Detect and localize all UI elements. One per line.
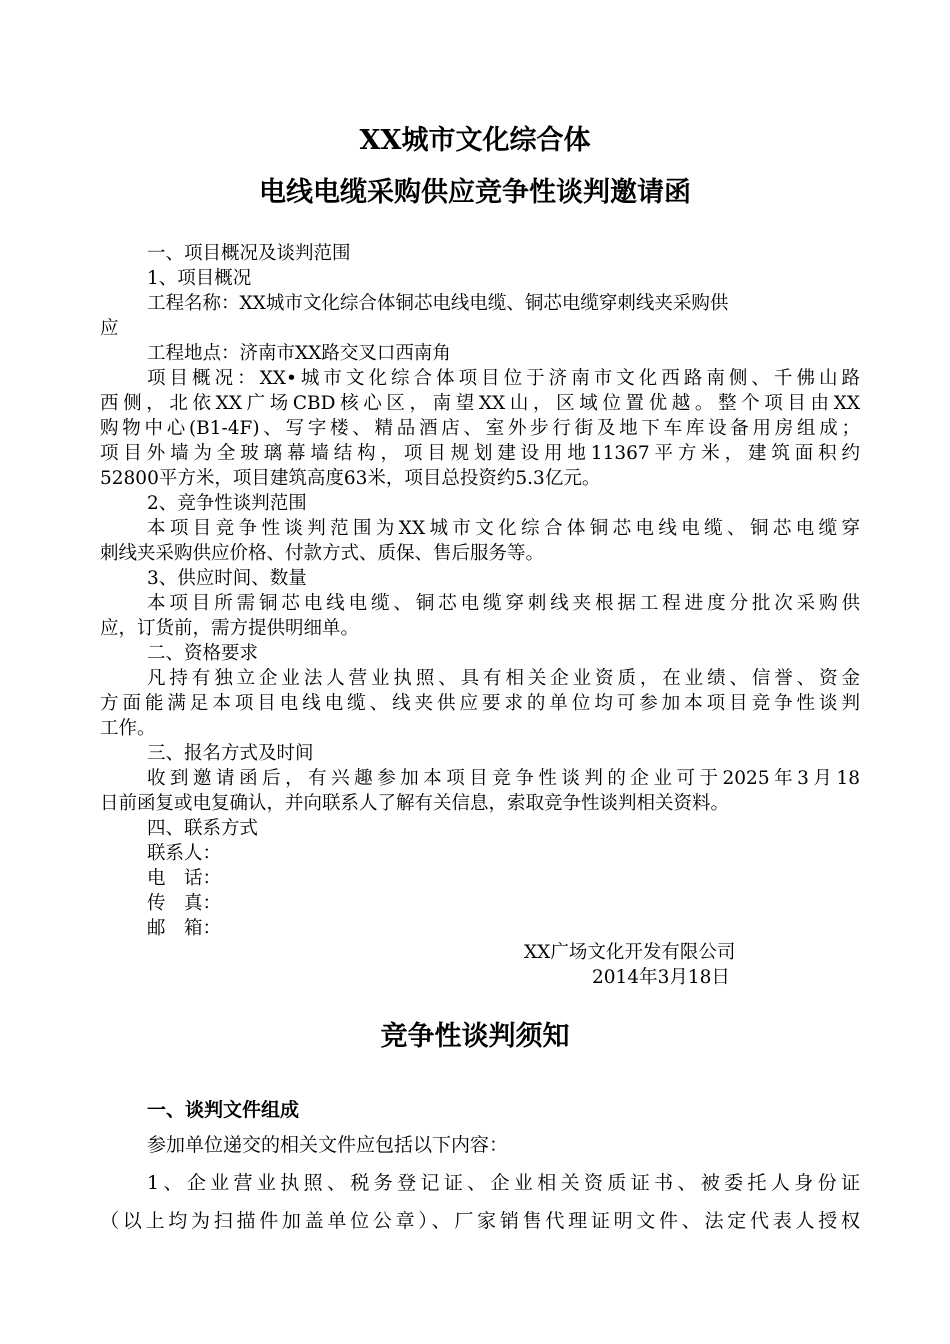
signature-company: XX广场文化开发有限公司 (524, 942, 736, 963)
scope-line2: 刺线夹采购供应价格、付款方式、质保、售后服务等。 (100, 543, 545, 564)
supply-line1: 本项目所需铜芯电线电缆、铜芯电缆穿刺线夹根据工程进度分批次采购供 (147, 593, 860, 614)
qualification-line1: 凡持有独立企业法人营业执照、具有相关企业资质，在业绩、信誉、资金 (147, 668, 860, 689)
project-name-line2: 应 (100, 318, 119, 339)
subsection-heading-scope: 2、竞争性谈判范围 (147, 493, 307, 514)
project-overview-line5: 52800平方米，项目建筑高度63米，项目总投资约5.3亿元。 (100, 468, 601, 489)
supply-line2: 应，订货前，需方提供明细单。 (100, 618, 360, 639)
subsection-heading-supply: 3、供应时间、数量 (147, 568, 307, 589)
registration-line1: 收到邀请函后，有兴趣参加本项目竞争性谈判的企业可于2025年3月18 (147, 768, 860, 789)
section-heading-qualification: 二、资格要求 (147, 643, 259, 664)
page-title-line2: 电线电缆采购供应竞争性谈判邀请函 (259, 177, 691, 208)
signature-date: 2014年3月18日 (592, 967, 730, 988)
subsection-heading-project: 1、项目概况 (147, 268, 252, 289)
project-name-line1: 工程名称：XX城市文化综合体铜芯电线电缆、铜芯电缆穿刺线夹采购供 (147, 293, 729, 314)
project-overview-line3: 购物中心(B1-4F)、写字楼、精品酒店、室外步行街及地下车库设备用房组成； (100, 418, 860, 439)
project-overview-line2: 西侧，北依XX广场CBD核心区，南望XX山，区域位置优越。整个项目由XX (100, 393, 860, 414)
qualification-line2: 方面能满足本项目电线电缆、线夹供应要求的单位均可参加本项目竞争性谈判 (100, 693, 860, 714)
notice-title: 竞争性谈判须知 (380, 1021, 570, 1052)
contact-person-label: 联系人： (147, 843, 222, 864)
contact-phone-label: 电 话： (147, 868, 222, 889)
qualification-line3: 工作。 (100, 718, 156, 739)
contact-email-label: 邮 箱： (147, 918, 222, 939)
registration-line2: 日前函复或电复确认，并向联系人了解有关信息，索取竞争性谈判相关资料。 (100, 793, 730, 814)
scope-line1: 本项目竞争性谈判范围为XX城市文化综合体铜芯电线电缆、铜芯电缆穿 (147, 518, 860, 539)
notice-section-heading-documents: 一、谈判文件组成 (147, 1099, 300, 1121)
section-heading-registration: 三、报名方式及时间 (147, 743, 314, 764)
section-heading-overview: 一、项目概况及谈判范围 (147, 243, 351, 264)
notice-intro: 参加单位递交的相关文件应包括以下内容： (147, 1134, 509, 1156)
section-heading-contact: 四、联系方式 (147, 818, 259, 839)
project-overview-line4: 项目外墙为全玻璃幕墙结构，项目规划建设用地11367平方米，建筑面积约 (100, 443, 860, 464)
project-overview-line1: 项目概况：XX•城市文化综合体项目位于济南市文化西路南侧、千佛山路 (147, 368, 860, 389)
notice-item1-line1: 1、企业营业执照、税务登记证、企业相关资质证书、被委托人身份证 (147, 1172, 860, 1194)
page-title-line1: XX城市文化综合体 (359, 125, 591, 156)
project-location: 工程地点：济南市XX路交叉口西南角 (147, 343, 451, 364)
notice-item1-line2: （以上均为扫描件加盖单位公章）、厂家销售代理证明文件、法定代表人授权 (100, 1210, 860, 1232)
contact-fax-label: 传 真： (147, 893, 222, 914)
